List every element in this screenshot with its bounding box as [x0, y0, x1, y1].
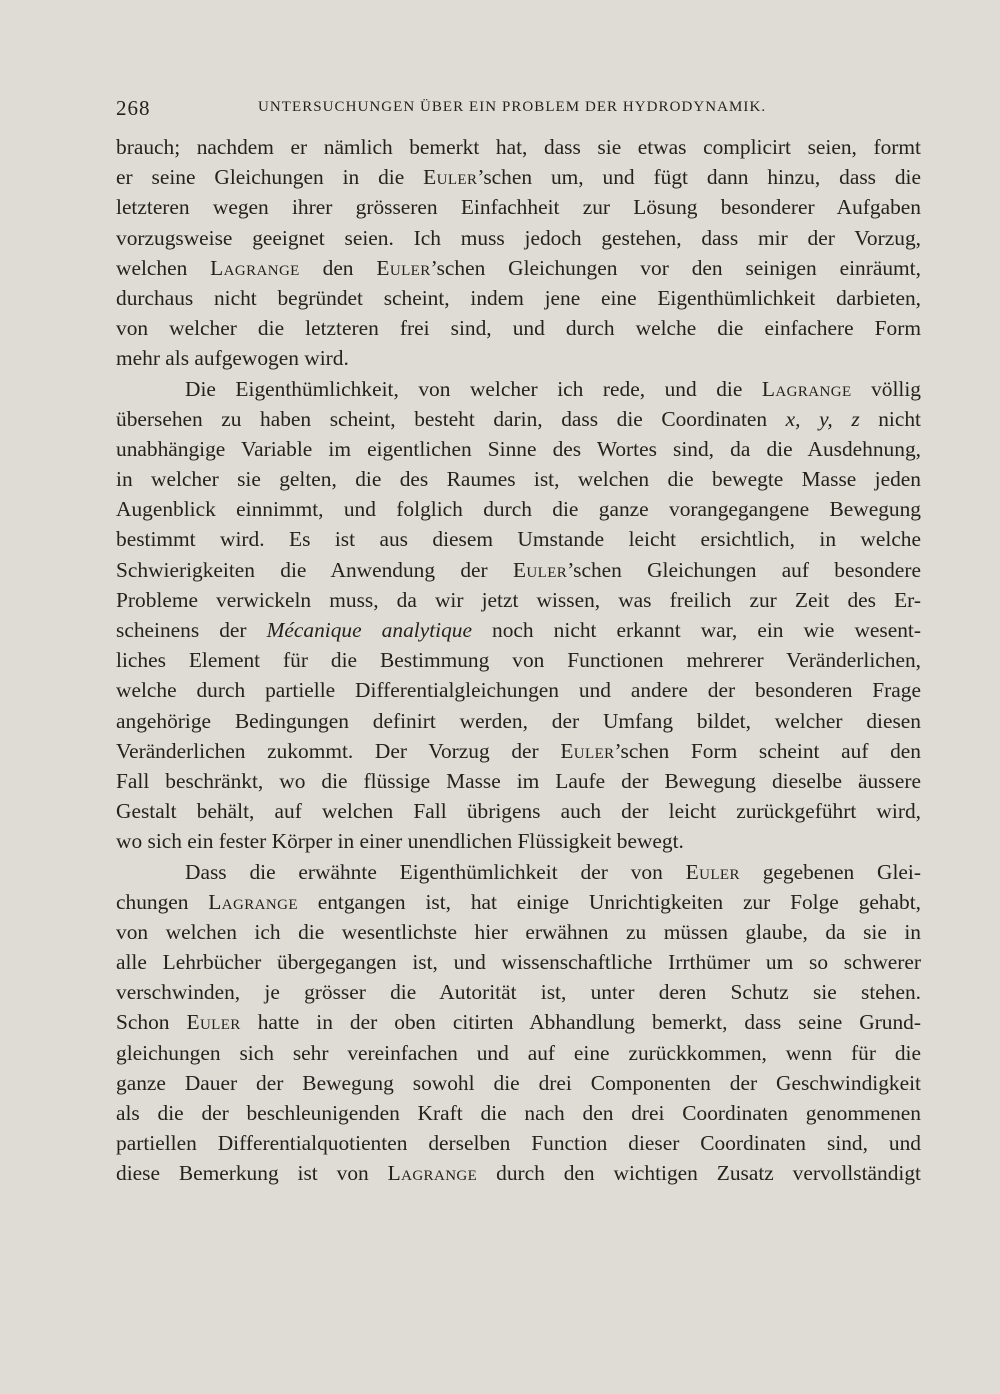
- small-caps-name: Euler: [376, 255, 431, 280]
- text-segment: entgangen ist, hat einige Unrichtigkeiten zur Folge gehabt,: [297, 889, 921, 914]
- text-segment: letzteren wegen ihrer grösseren Einfachheit zur Lösung besonderer Aufgaben: [116, 195, 921, 220]
- small-caps-name: Euler: [186, 1010, 241, 1035]
- small-caps-name: Lagrange: [208, 889, 298, 914]
- text-segment: Augenblick einnimmt, und folglich durch die ganze vorangegangene Bewegung: [116, 497, 921, 522]
- text-line: [116, 192, 921, 222]
- page-header: [116, 96, 922, 124]
- running-title: UNTERSUCHUNGEN ÜBER EIN PROBLEM DER HYDRODYNAMIK.: [258, 99, 767, 115]
- text-segment: er seine Gleichungen in die: [116, 165, 424, 190]
- text-line: [116, 1098, 921, 1128]
- text-segment: partiellen Differentialquotienten derselben Function dieser Coordinaten sind, und: [116, 1131, 921, 1156]
- text-line: [116, 645, 921, 675]
- text-segment: ’schen Gleichungen auf besondere: [567, 557, 921, 582]
- text-line: [116, 404, 921, 434]
- text-segment: Die Eigenthümlichkeit, von welcher ich rede, und die: [185, 376, 762, 401]
- paragraph: [116, 132, 921, 374]
- text-line: [116, 917, 921, 947]
- text-segment: von welchen ich die wesentlichste hier erwähnen zu müssen glaube, da sie in: [116, 919, 921, 944]
- italic-text: x, y, z: [785, 406, 860, 431]
- text-segment: gegebenen Glei-: [739, 859, 921, 884]
- small-caps-name: Lagrange: [387, 1161, 478, 1186]
- text-segment: welche durch partielle Differentialgleichungen und andere der besonderen Frage: [116, 678, 921, 703]
- text-line: [116, 977, 921, 1007]
- small-caps-name: Lagrange: [210, 255, 300, 280]
- text-line: [116, 706, 921, 736]
- text-line: [116, 132, 921, 162]
- text-line: [116, 313, 921, 343]
- body-text: [116, 132, 921, 1189]
- text-segment: Probleme verwickeln muss, da wir jetzt wissen, was freilich zur Zeit des Er-: [116, 587, 921, 612]
- text-segment: den: [299, 255, 377, 280]
- small-caps-name: Euler: [423, 165, 478, 190]
- text-line: [116, 1038, 921, 1068]
- text-line: [116, 585, 921, 615]
- text-segment: durchaus nicht begründet scheint, indem jene eine Eigenthümlichkeit darbieten,: [116, 285, 921, 310]
- text-line: [116, 947, 921, 977]
- text-segment: ganze Dauer der Bewegung sowohl die drei Componenten der Geschwindigkeit: [116, 1070, 921, 1095]
- text-segment: Schwierigkeiten die Anwendung der: [116, 557, 513, 582]
- text-segment: liches Element für die Bestimmung von Functionen mehrerer Veränderlichen,: [116, 648, 921, 673]
- small-caps-name: Euler: [512, 557, 568, 582]
- text-segment: Fall beschränkt, wo die flüssige Masse im Laufe der Bewegung dieselbe äussere: [116, 768, 921, 793]
- text-segment: hatte in der oben citirten Abhandlung bemerkt, dass seine Grund-: [240, 1010, 921, 1035]
- text-segment: von welcher die letzteren frei sind, und durch welche die einfachere Form: [116, 316, 921, 341]
- text-line: [116, 1007, 921, 1037]
- text-line: [116, 223, 921, 253]
- text-line: [116, 796, 921, 826]
- small-caps-name: Euler: [685, 859, 740, 884]
- text-segment: ’schen Gleichungen vor den seinigen einräumt,: [430, 255, 921, 280]
- paragraph: [116, 857, 921, 1189]
- text-segment: Schon: [116, 1010, 187, 1035]
- text-segment: scheinens der: [116, 618, 267, 642]
- text-segment: durch den wichtigen Zusatz vervollständigt: [477, 1161, 921, 1186]
- text-line: [116, 494, 921, 524]
- text-line: [116, 675, 921, 705]
- text-segment: chungen: [116, 889, 209, 914]
- text-segment: alle Lehrbücher übergegangen ist, und wissenschaftliche Irrthümer um so schwerer: [116, 950, 921, 975]
- text-line: [116, 857, 921, 887]
- text-line: [116, 826, 921, 856]
- text-line: [116, 464, 921, 494]
- text-line: [116, 343, 921, 373]
- text-line: [116, 887, 921, 917]
- text-segment: diese Bemerkung ist von: [116, 1161, 388, 1186]
- text-segment: ’schen Form scheint auf den: [614, 738, 921, 763]
- small-caps-name: Euler: [560, 738, 615, 763]
- text-segment: nicht: [859, 406, 921, 431]
- text-line: [116, 434, 921, 464]
- text-segment: Veränderlichen zukommt. Der Vorzug der: [116, 738, 561, 763]
- text-segment: übersehen zu haben scheint, besteht darin, dass die Coordinaten: [116, 406, 786, 431]
- text-segment: mehr als aufgewogen wird.: [116, 346, 349, 371]
- text-line: [116, 283, 921, 313]
- text-segment: als die der beschleunigenden Kraft die nach den drei Coordinaten genommenen: [116, 1101, 921, 1125]
- text-line: [116, 1158, 921, 1188]
- text-segment: ’schen um, und fügt dann hinzu, dass die: [477, 165, 921, 190]
- text-segment: gleichungen sich sehr vereinfachen und auf eine zurückkommen, wenn für die: [116, 1040, 921, 1065]
- text-line: [116, 374, 921, 404]
- text-line: [116, 1128, 921, 1158]
- text-line: [116, 524, 921, 554]
- text-segment: Dass die erwähnte Eigenthümlichkeit der von: [185, 859, 686, 884]
- text-segment: wo sich ein fester Körper in einer unendlichen Flüssigkeit bewegt.: [116, 829, 684, 854]
- text-segment: noch nicht erkannt war, ein wie wesent-: [471, 618, 921, 642]
- text-segment: bestimmt wird. Es ist aus diesem Umstande leicht ersichtlich, in welche: [116, 527, 921, 552]
- text-line: [116, 1068, 921, 1098]
- text-segment: verschwinden, je grösser die Autorität ist, unter deren Schutz sie stehen.: [116, 980, 921, 1005]
- small-caps-name: Lagrange: [761, 376, 852, 401]
- text-segment: vorzugsweise geeignet seien. Ich muss jedoch gestehen, dass mir der Vorzug,: [116, 225, 921, 250]
- text-segment: völlig: [851, 376, 921, 401]
- text-segment: in welcher sie gelten, die des Raumes ist, welchen die bewegte Masse jeden: [116, 467, 921, 492]
- text-segment: angehörige Bedingungen definirt werden, der Umfang bildet, welcher diesen: [116, 708, 921, 733]
- text-line: [116, 766, 921, 796]
- text-line: [116, 736, 921, 766]
- text-segment: welchen: [116, 255, 211, 280]
- text-line: [116, 253, 921, 283]
- paragraph: [116, 374, 921, 857]
- page-number: 268: [116, 96, 151, 120]
- text-segment: unabhängige Variable im eigentlichen Sinne des Wortes sind, da die Ausdehnung,: [116, 436, 921, 461]
- text-line: [116, 615, 921, 645]
- text-line: [116, 555, 921, 585]
- text-segment: Gestalt behält, auf welchen Fall übrigens auch der leicht zurückgeführt wird,: [116, 799, 921, 824]
- text-segment: brauch; nachdem er nämlich bemerkt hat, dass sie etwas complicirt seien, formt: [116, 135, 921, 159]
- text-line: [116, 162, 921, 192]
- italic-text: Mécanique analytique: [266, 618, 472, 642]
